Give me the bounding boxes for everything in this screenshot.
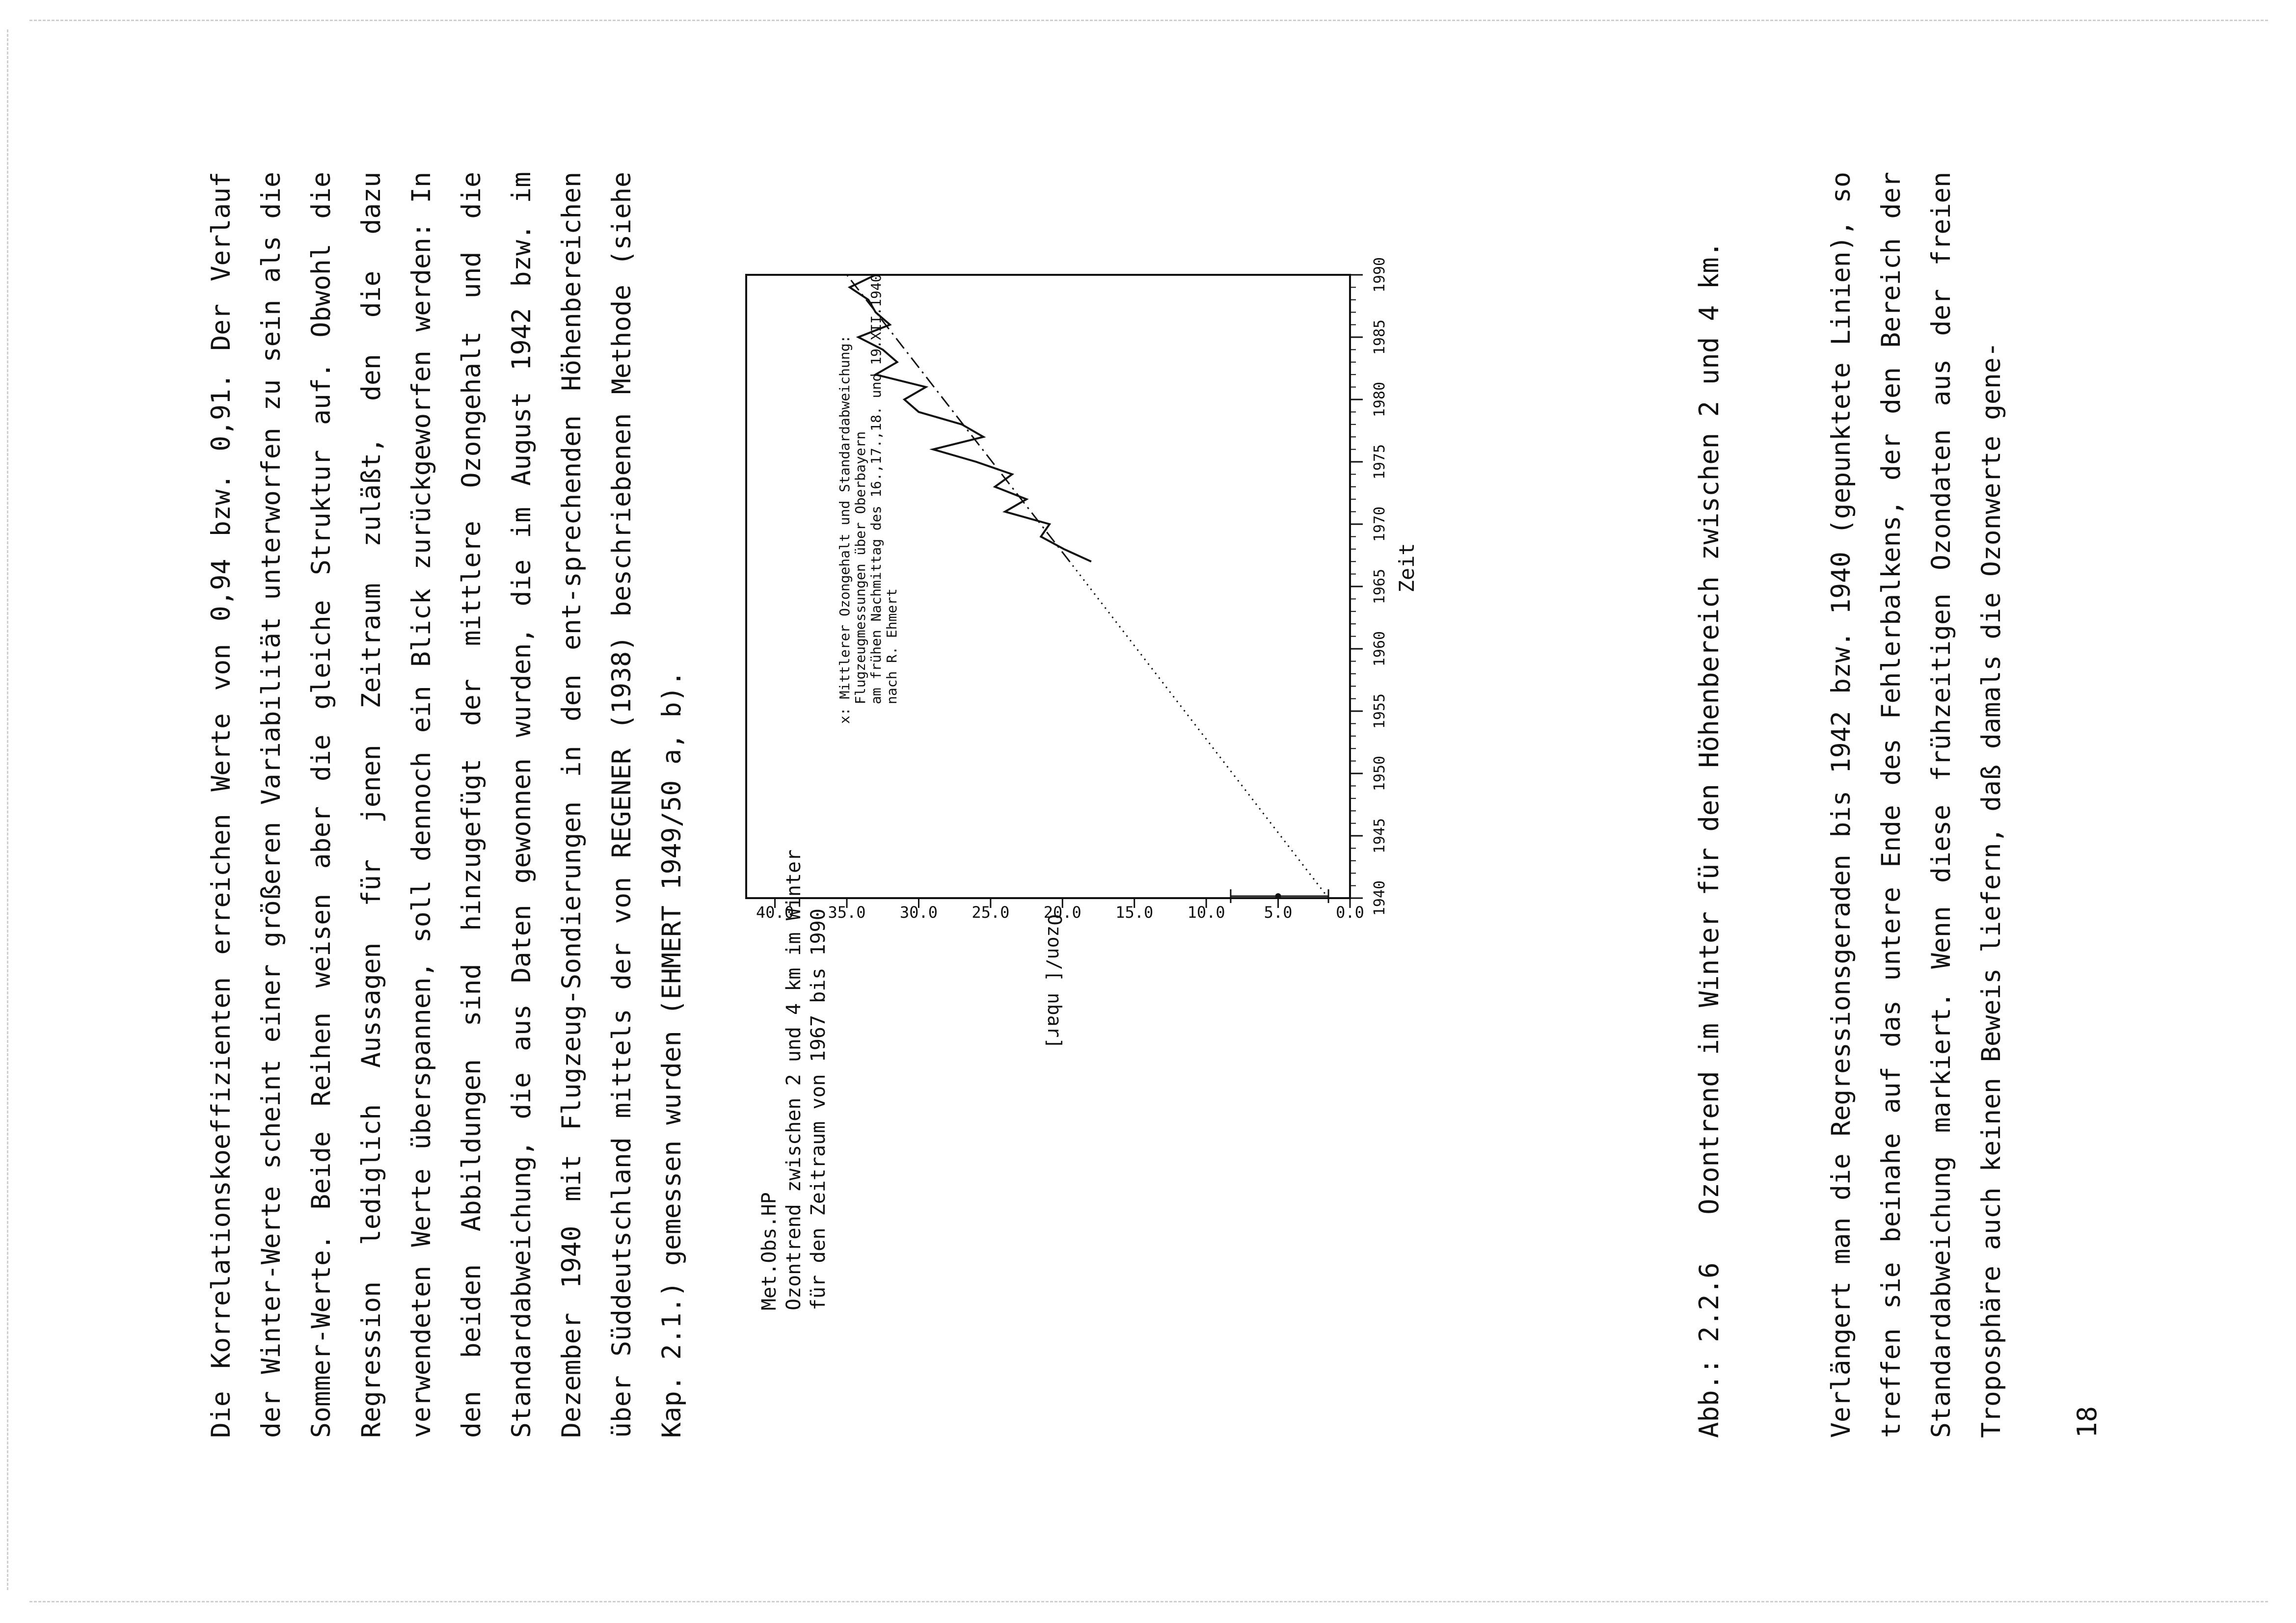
scan-edge-bottom bbox=[29, 1601, 2268, 1602]
regression-extension-line bbox=[1070, 561, 1328, 898]
scan-edge-top bbox=[29, 20, 2268, 21]
paragraph-top bbox=[196, 172, 697, 1438]
x-tick-label: 1970 bbox=[1371, 506, 1388, 542]
x-tick-label: 1955 bbox=[1371, 693, 1388, 729]
legend-line-4: nach R. Ehmert bbox=[884, 588, 900, 704]
paragraph-bottom-text: Verlängert man die Regressionsgeraden bis 1942 bzw. 1940 (gepunktete Linien), so treffen sie beinahe auf das untere Ende des Fehlerbalkens, der den Bereich der Standardabweichung markiert. Wenn diese frühzeitigen Ozondaten aus der freien Troposphäre auch keinen Beweis liefern, daß damals die Ozonwerte gene- bbox=[1826, 172, 2006, 1438]
chart-title-line-2: Ozontrend zwischen 2 und 4 km im Winter bbox=[783, 849, 805, 1310]
ozone-trend-chart bbox=[712, 172, 1595, 1438]
paragraph-bottom bbox=[1816, 172, 2017, 1438]
x-tick-label: 1945 bbox=[1371, 818, 1388, 854]
y-tick-label: 5.0 bbox=[1264, 903, 1293, 922]
paragraph-top-text: Die Korrelationskoeffizienten erreichen Werte von 0,94 bzw. 0,91. Der Verlauf der Winter-Werte scheint einer größeren Variabilität unterworfen zu sein als die Sommer-Werte. Beide Reihen weisen aber die gleiche Struktur auf. Obwohl die Regression lediglich Aussagen für jenen Zeitraum zuläßt, den die dazu verwendeten Werte überspannen, soll dennoch ein Blick zurückgeworfen werden: In den beiden Abbildungen sind hinzugefügt der mittlere Ozongehalt und die Standardabweichung, die aus Daten gewonnen wurden, die im August 1942 bzw. im Dezember 1940 mit Flugzeug-Sondierungen in den ent-sprechenden Höhenbereichen über Süddeutschland mittels der von REGENER (1938) beschriebenen Methode (siehe Kap. 2.1.) gemessen wurden (EHMERT 1949/50 a, b). bbox=[206, 172, 687, 1438]
x-axis-label: Zeit bbox=[1395, 543, 1419, 593]
y-tick-label: 35.0 bbox=[828, 903, 866, 922]
x-tick-label: 1950 bbox=[1371, 755, 1388, 792]
x-tick-label: 1975 bbox=[1371, 444, 1388, 480]
rotated-page-content bbox=[196, 113, 2111, 1438]
y-tick-label: 25.0 bbox=[972, 903, 1010, 922]
y-tick-label: 40.0 bbox=[756, 903, 794, 922]
figure-caption: Abb.: 2.2.6 Ozontrend im Winter für den Höhenbereich zwischen 2 und 4 km. bbox=[1694, 241, 1725, 1438]
legend-line-3: am frühen Nachmittag des 16.,17.,18. und 19.XII.1940 bbox=[868, 274, 884, 704]
x-tick-label: 1985 bbox=[1371, 319, 1388, 355]
y-tick-label: 0.0 bbox=[1336, 903, 1364, 922]
winter-ozone-series bbox=[850, 275, 1091, 561]
legend-line-2: Flugzeugmessungen über Oberbayern bbox=[852, 431, 868, 704]
y-tick-label: 10.0 bbox=[1187, 903, 1225, 922]
scan-edge-left bbox=[7, 29, 8, 1590]
y-tick-label: 30.0 bbox=[899, 903, 938, 922]
chart-title-line-1: Met.Obs.HP bbox=[758, 1192, 781, 1310]
y-axis-label: Ozon/[ nbar] bbox=[1044, 914, 1065, 1049]
x-tick-label: 1940 bbox=[1371, 880, 1388, 916]
legend-line-1: x: Mittlerer Ozongehalt und Standardabweichung: bbox=[837, 335, 853, 724]
x-tick-label: 1960 bbox=[1371, 631, 1388, 667]
x-tick-label: 1965 bbox=[1371, 568, 1388, 605]
y-tick-label: 15.0 bbox=[1115, 903, 1154, 922]
x-tick-label: 1980 bbox=[1371, 381, 1388, 418]
errorbar-mean-point bbox=[1275, 893, 1281, 899]
y-tick-label: 20.0 bbox=[1043, 903, 1081, 922]
chart-title-line-3: für den Zeitraum von 1967 bis 1990 bbox=[807, 908, 830, 1310]
page-number: 18 bbox=[2072, 1406, 2103, 1438]
x-tick-label: 1990 bbox=[1371, 257, 1388, 293]
